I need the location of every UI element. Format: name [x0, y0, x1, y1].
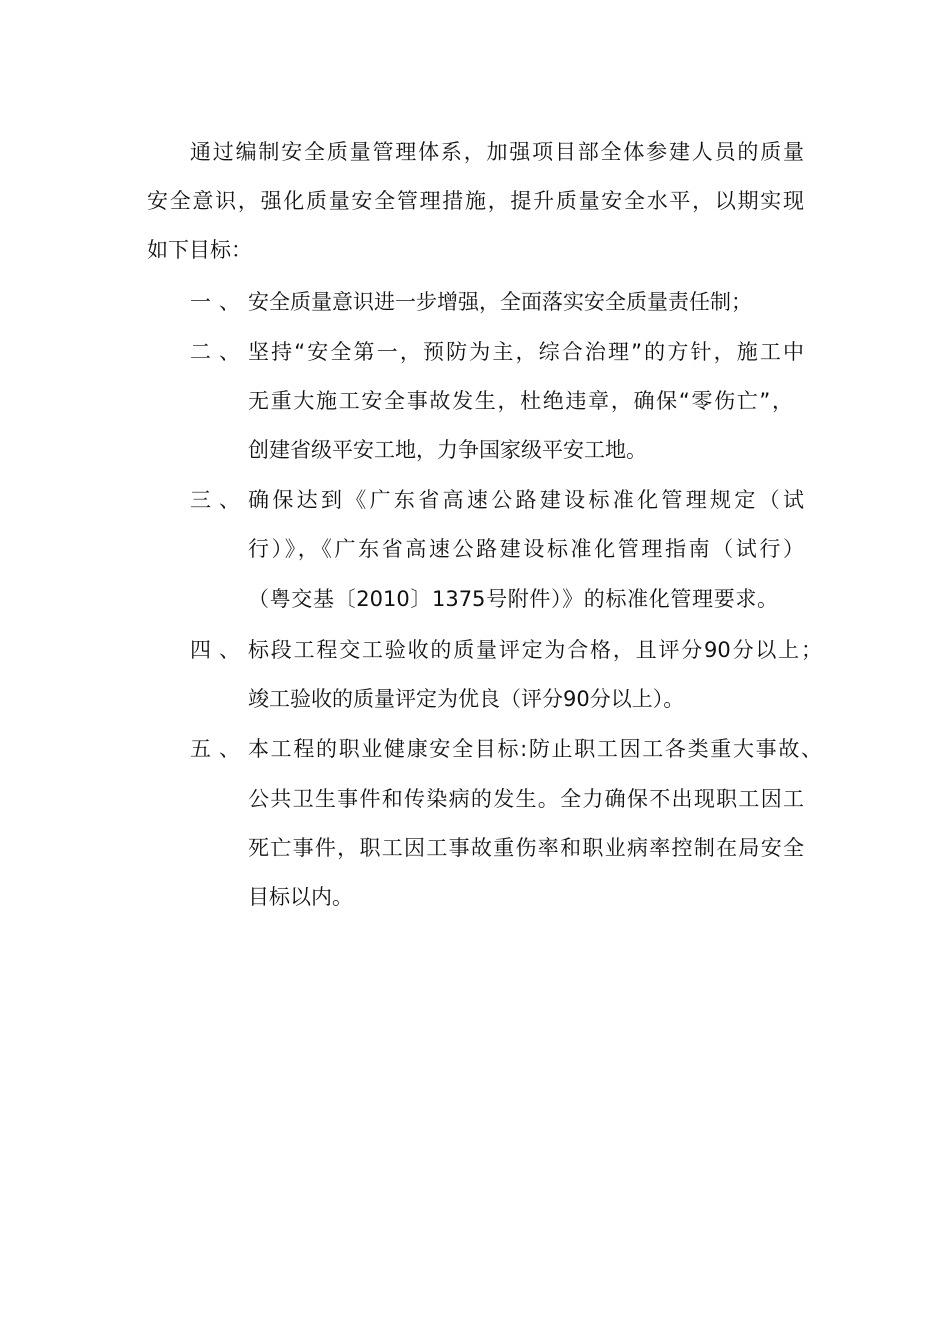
- item-number: 二、: [190, 340, 240, 364]
- item-3-line-1: 确保达到《广东省高速公路建设标准化管理规定（试: [248, 488, 804, 512]
- item-number: 五、: [190, 737, 240, 761]
- intro-line-3: 如下目标：: [147, 238, 252, 262]
- item-4-line-1: 标段工程交工验收的质量评定为合格，且评分90分以上；: [248, 638, 822, 662]
- item-5-line-2: 公共卫生事件和传染病的发生。全力确保不出现职工因工: [248, 787, 804, 811]
- item-2-line-1: 坚持“安全第一，预防为主，综合治理”的方针，施工中: [248, 340, 804, 364]
- item-1-line-1: 安全质量意识进一步增强，全面落实安全质量责任制；: [248, 290, 752, 314]
- item-4-line-2: 竣工验收的质量评定为优良（评分90分以上）。: [248, 687, 685, 711]
- item-2-line-2: 无重大施工安全事故发生，杜绝违章，确保“零伤亡”，: [248, 389, 793, 413]
- item-number: 四、: [190, 638, 240, 662]
- item-number: 一、: [190, 290, 240, 314]
- item-5-line-3: 死亡事件，职工因工事故重伤率和职业病率控制在局安全: [248, 836, 804, 860]
- item-5-line-1: 本工程的职业健康安全目标:防止职工因工各类重大事故、: [248, 737, 822, 761]
- intro-line-2: 安全意识，强化质量安全管理措施，提升质量安全水平，以期实现: [147, 189, 804, 213]
- item-3-line-2: 行）》，《广东省高速公路建设标准化管理指南（试行）: [248, 537, 804, 561]
- item-3-line-3: （粤交基〔2010〕1375号附件）》的标准化管理要求。: [248, 587, 778, 611]
- item-number: 三、: [190, 488, 240, 512]
- item-2-line-3: 创建省级平安工地，力争国家级平安工地。: [248, 438, 647, 462]
- intro-line-1: 通过编制安全质量管理体系，加强项目部全体参建人员的质量: [190, 140, 804, 164]
- item-5-line-4: 目标以内。: [248, 885, 353, 909]
